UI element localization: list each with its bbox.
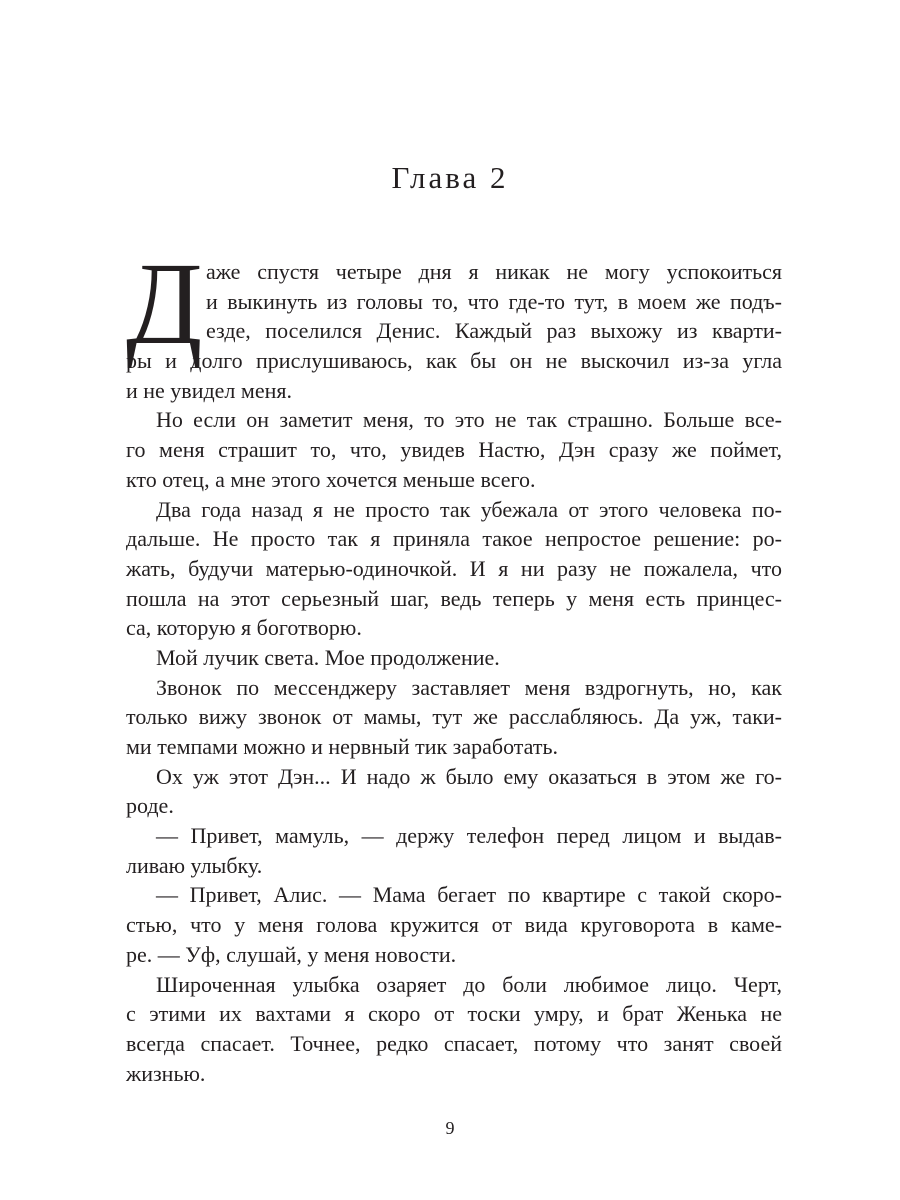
body-text: [126, 257, 782, 1088]
text-line: Ох уж этот Дэн... И надо ж было ему оказаться в этом же го-: [156, 763, 782, 789]
text-line: — Привет, Алис. — Мама бегает по квартире с такой скоро-: [156, 882, 782, 908]
text-line: — Привет, мамуль, — держу телефон перед лицом и выдав-: [156, 823, 782, 849]
text-line: аже спустя четыре дня я никак не могу успокоиться: [206, 259, 782, 284]
text-line: и не увидел меня.: [126, 377, 292, 403]
text-line: стью, что у меня голова кружится от вида круговорота в каме-: [126, 912, 782, 938]
text-line: ры и долго прислушиваюсь, как бы он не выскочил из-за угла: [126, 348, 782, 374]
text-line: са, которую я боготворю.: [126, 615, 362, 641]
text-line: Два года назад я не просто так убежала от этого человека по-: [156, 496, 782, 522]
text-line: ливаю улыбку.: [126, 852, 263, 878]
page-number: 9: [445, 1118, 455, 1138]
text-line: Звонок по мессенджеру заставляет меня вздрогнуть, но, как: [156, 674, 782, 700]
text-line: жизнью.: [126, 1060, 206, 1086]
text-line: езде, поселился Денис. Каждый раз выхожу из кварти-: [206, 318, 782, 344]
text-line: пошла на этот серьезный шаг, ведь теперь у меня есть принцес-: [126, 585, 782, 611]
text-line: го меня страшит то, что, увидев Настю, Дэн сразу же поймет,: [126, 437, 782, 463]
text-line: роде.: [126, 793, 174, 819]
text-line: и выкинуть из головы то, что где-то тут, в моем же подъ-: [206, 288, 782, 314]
chapter-title: Глава 2: [391, 160, 509, 195]
text-line: Широченная улыбка озаряет до боли любимое лицо. Черт,: [156, 971, 782, 997]
text-line: дальше. Не просто так я приняла такое непростое решение: ро-: [126, 526, 782, 552]
text-line: Мой лучик света. Мое продолжение.: [156, 644, 500, 670]
text-line: с этими их вахтами я скоро от тоски умру, и брат Женька не: [126, 1001, 782, 1027]
text-line: кто отец, а мне этого хочется меньше всего.: [126, 466, 536, 492]
text-line: всегда спасает. Точнее, редко спасает, потому что занят своей: [126, 1030, 782, 1056]
text-line: жать, будучи матерью-одиночкой. И я ни разу не пожалела, что: [126, 555, 782, 581]
text-line: ми темпами можно и нервный тик заработать.: [126, 734, 559, 759]
text-line: ре. — Уф, слушай, у меня новости.: [126, 941, 457, 967]
drop-cap: Д: [126, 238, 203, 369]
text-line: только вижу звонок от мамы, тут же расслабляюсь. Да уж, таки-: [126, 704, 782, 730]
text-line: Но если он заметит меня, то это не так страшно. Больше все-: [156, 407, 782, 433]
